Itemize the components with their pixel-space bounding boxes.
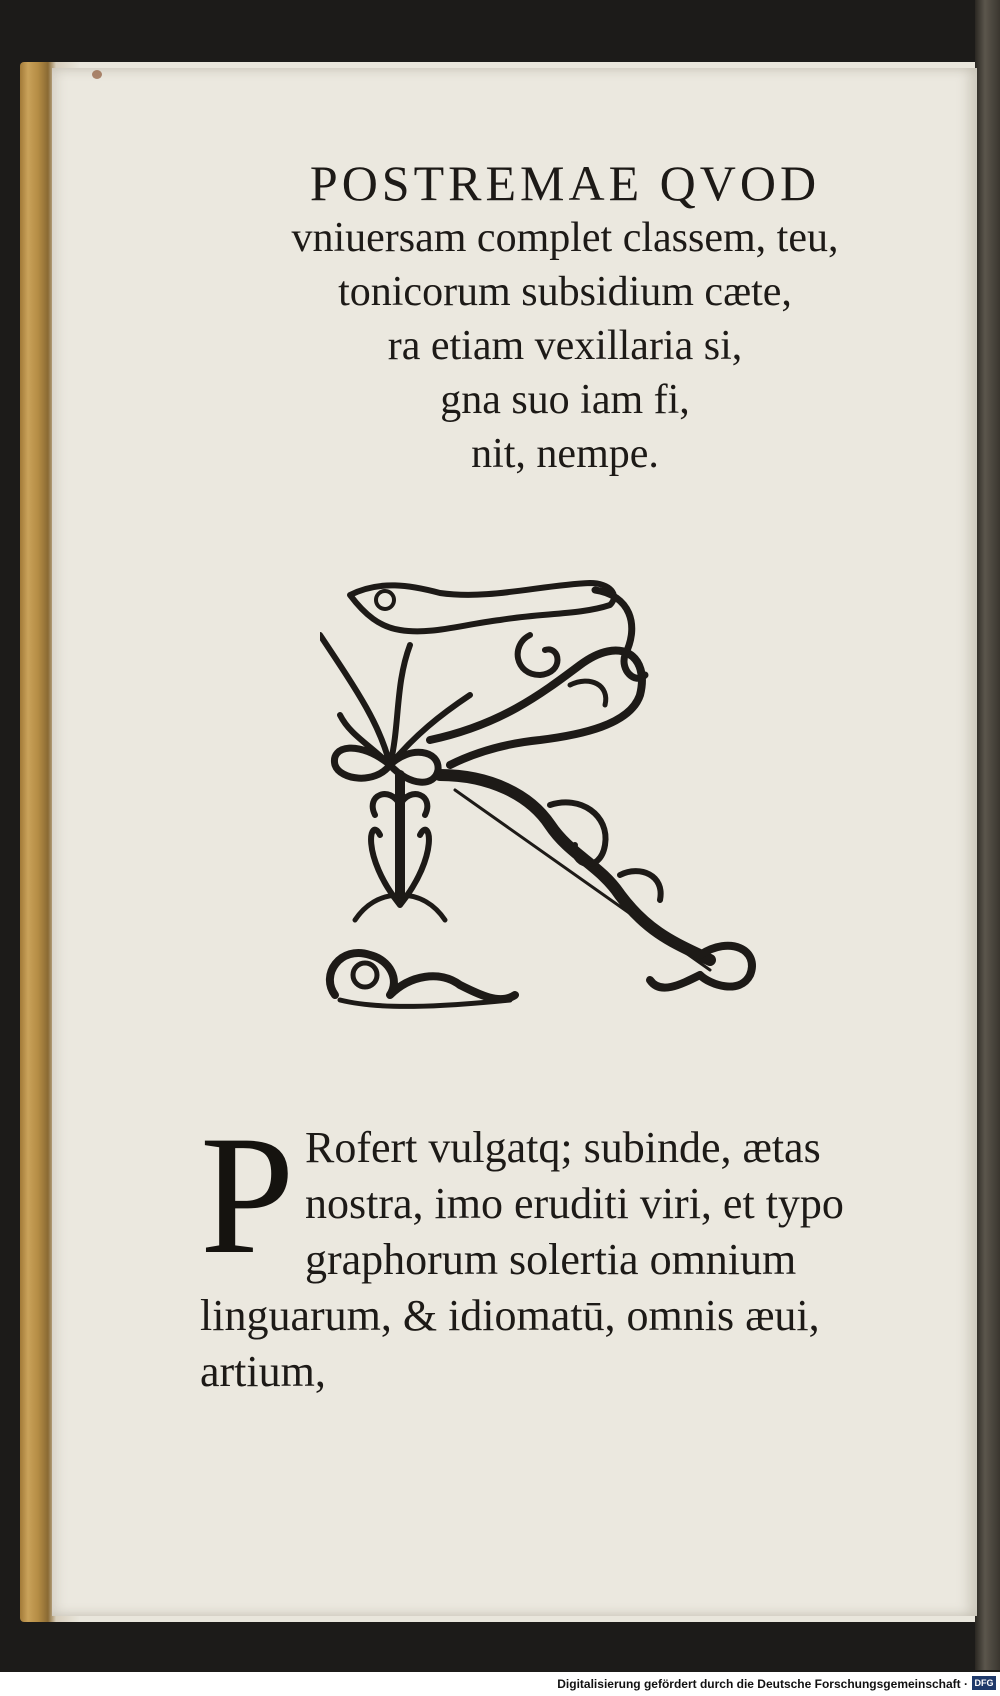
body-paragraph bbox=[200, 1101, 935, 1400]
chapter-heading bbox=[195, 155, 935, 481]
body-line-3: graphorum solertia omnium bbox=[305, 1235, 797, 1284]
heading-line-3: tonicorum subsidium cæte, bbox=[338, 269, 792, 315]
funding-credit: Digitalisierung gefördert durch die Deutsche Forschungsgemeinschaft · bbox=[557, 1677, 968, 1691]
body-line-5: artium, bbox=[200, 1347, 326, 1396]
decorated-initial-r-icon bbox=[320, 575, 820, 1055]
heading-line-6: nit, nempe. bbox=[471, 431, 659, 477]
digitization-footer bbox=[0, 1672, 1000, 1696]
drop-cap-initial: P bbox=[200, 1101, 295, 1289]
heading-line-1: POSTREMAE QVOD bbox=[309, 155, 821, 211]
heading-line-5: gna suo iam fi, bbox=[440, 377, 690, 423]
body-line-1: Rofert vulgatq; subinde, ætas bbox=[305, 1123, 821, 1172]
body-line-2: nostra, imo eruditi viri, et typo bbox=[305, 1179, 844, 1228]
stain-mark bbox=[92, 70, 102, 79]
body-line-4: linguarum, & idiomatū, omnis æui, bbox=[200, 1291, 820, 1340]
heading-line-4: ra etiam vexillaria si, bbox=[387, 323, 743, 369]
scan-background bbox=[975, 0, 1000, 1670]
heading-line-2: vniuersam complet classem, teu, bbox=[291, 215, 839, 261]
dfg-logo: DFG bbox=[972, 1676, 996, 1690]
